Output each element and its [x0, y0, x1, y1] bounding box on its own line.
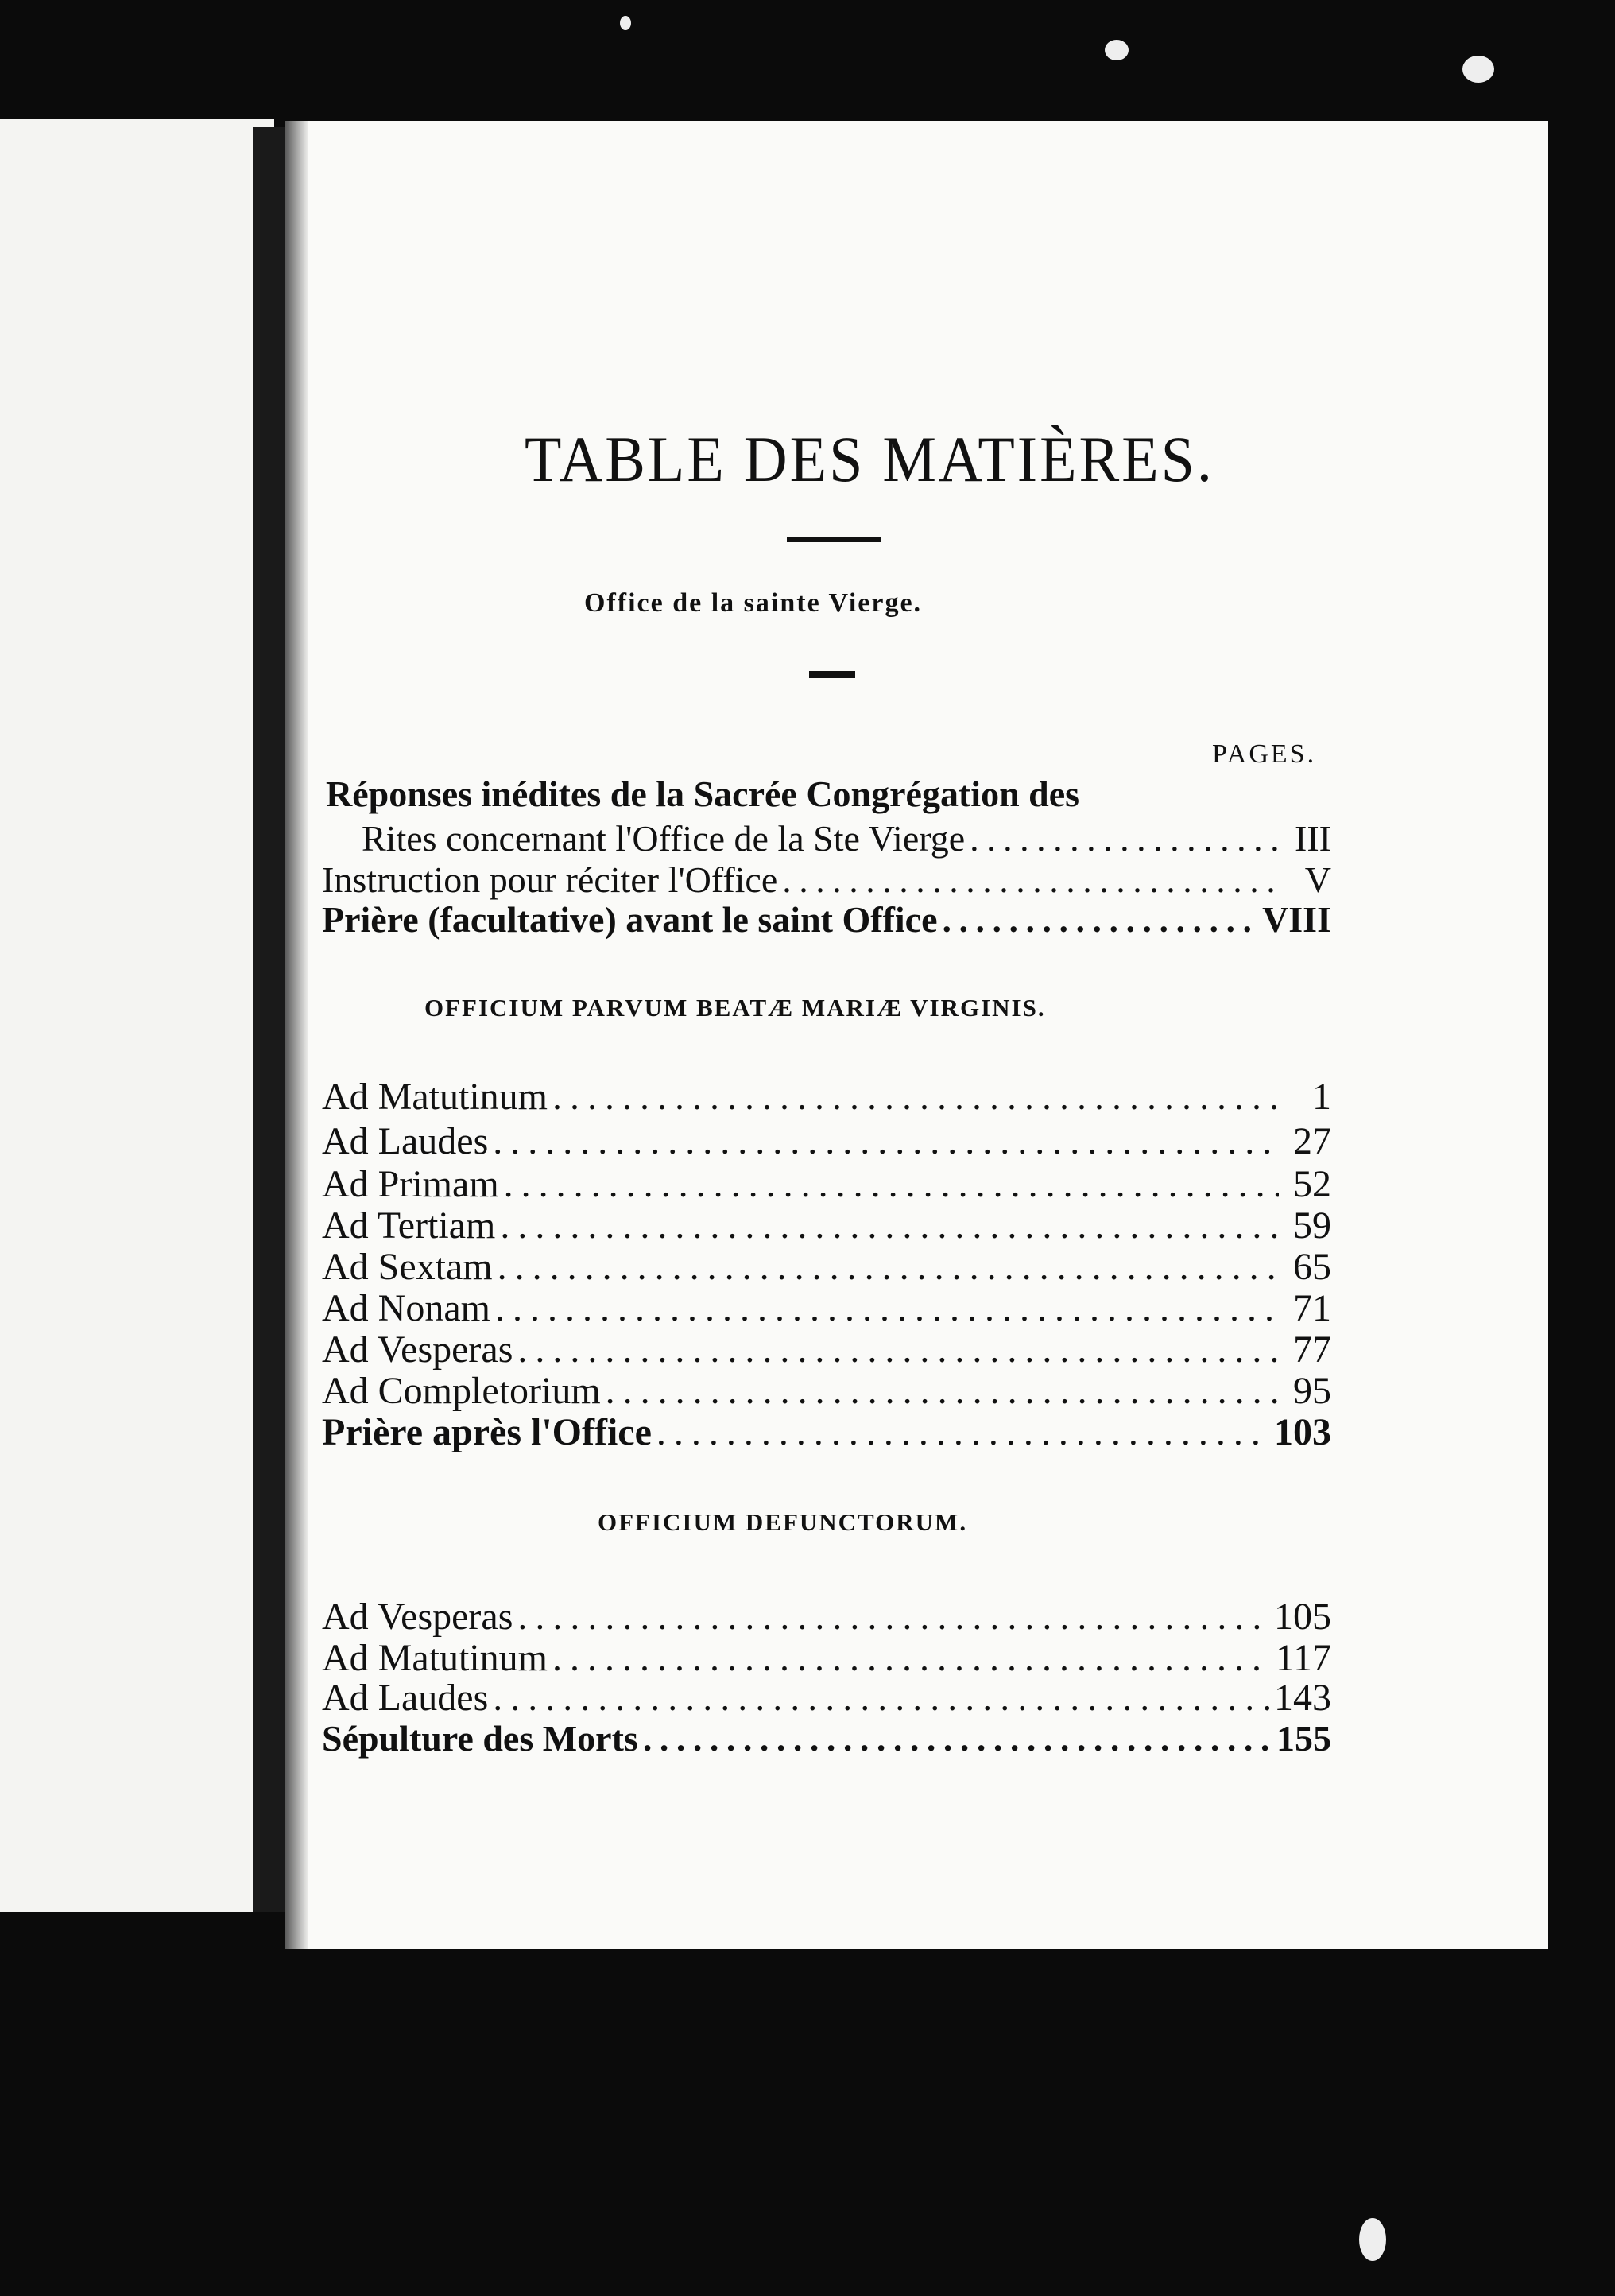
toc-entry [322, 1204, 1331, 1247]
section-rule [809, 671, 855, 678]
toc-entry-label: Ad Sextam [322, 1246, 493, 1288]
toc-entry-page: 105 [1274, 1596, 1331, 1638]
toc-entry [322, 1245, 1331, 1289]
toc-entry-page: 155 [1276, 1718, 1331, 1759]
toc-entry-page: 52 [1293, 1163, 1331, 1205]
toc-entry [322, 1328, 1331, 1371]
toc-entry-label: Ad Vesperas [322, 1328, 513, 1371]
toc-entry [322, 898, 1331, 941]
leader-dots [970, 817, 1279, 859]
scan-speck [1462, 56, 1494, 83]
toc-entry-label: Ad Nonam [322, 1287, 490, 1329]
toc-entry [322, 1369, 1331, 1413]
office-heading: Office de la sainte Vierge. [584, 588, 923, 618]
toc-entry-page: 65 [1293, 1246, 1331, 1288]
leader-dots [643, 1717, 1272, 1759]
leader-dots [943, 898, 1258, 941]
toc-entry [322, 1410, 1331, 1454]
toc-entry [322, 1286, 1331, 1330]
gutter-shadow [285, 121, 308, 1949]
toc-entry [322, 1676, 1331, 1720]
toc-entry-page: 143 [1274, 1677, 1331, 1719]
toc-entry-label: Ad Vesperas [322, 1596, 513, 1638]
toc-entry [322, 1717, 1331, 1759]
toc-entry [362, 817, 1331, 859]
leader-dots [493, 1676, 1269, 1720]
toc-entry-label: Rites concernant l'Office de la Ste Vierge [362, 818, 966, 859]
leader-dots [493, 1119, 1279, 1163]
front-matter-entry-1-line1: Réponses inédites de la Sacrée Congrégation des [326, 774, 1080, 814]
defunctorum-heading: OFFICIUM DEFUNCTORUM. [598, 1508, 968, 1536]
toc-entry-label: Ad Tertiam [322, 1204, 496, 1247]
leader-dots [656, 1410, 1269, 1454]
toc-entry-label: Ad Laudes [322, 1677, 489, 1719]
parvum-heading: OFFICIUM PARVUM BEATÆ MARIÆ VIRGINIS. [424, 994, 1046, 1022]
toc-entry-label: Ad Primam [322, 1163, 499, 1205]
leader-dots [517, 1595, 1269, 1639]
toc-entry [322, 1075, 1331, 1119]
toc-entry-label: Ad Matutinum [322, 1637, 548, 1679]
binding-edge [253, 127, 285, 1912]
title-rule [787, 537, 881, 542]
toc-entry-page: 77 [1293, 1328, 1331, 1371]
toc-entry-page: V [1304, 859, 1331, 900]
leader-dots [552, 1636, 1271, 1680]
toc-entry [322, 859, 1331, 901]
scan-speck [620, 16, 631, 30]
toc-entry-label: Ad Matutinum [322, 1076, 548, 1118]
toc-entry-label: Prière (facultative) avant le saint Office [322, 899, 938, 940]
toc-entry-page: 1 [1312, 1076, 1331, 1118]
toc-entry-page: III [1295, 818, 1331, 859]
toc-entry-label: Instruction pour réciter l'Office [322, 859, 778, 900]
toc-entry-page: VIII [1262, 899, 1331, 940]
scan-speck [1359, 2218, 1386, 2261]
toc-entry [322, 1636, 1331, 1680]
leader-dots [498, 1245, 1279, 1289]
leader-dots [500, 1204, 1279, 1247]
scan-speck [1105, 40, 1129, 60]
leader-dots [552, 1075, 1279, 1119]
toc-entry-page: 59 [1293, 1204, 1331, 1247]
toc-entry-label: Prière après l'Office [322, 1411, 652, 1453]
leader-dots [504, 1162, 1279, 1206]
leader-dots [495, 1286, 1279, 1330]
pages-column-label: PAGES. [1212, 739, 1317, 769]
toc-entry-page: 103 [1274, 1411, 1331, 1453]
toc-entry-page: 117 [1275, 1637, 1331, 1679]
toc-entry-label: Ad Laudes [322, 1120, 489, 1162]
leader-dots [606, 1369, 1279, 1413]
leader-dots [517, 1328, 1279, 1371]
toc-entry-label: Sépulture des Morts [322, 1718, 638, 1759]
toc-entry [322, 1595, 1331, 1639]
toc-entry-page: 71 [1293, 1287, 1331, 1329]
leader-dots [782, 859, 1279, 901]
page-title: TABLE DES MATIÈRES. [525, 423, 1214, 496]
toc-entry-label: Ad Completorium [322, 1370, 601, 1412]
toc-entry-page: 95 [1293, 1370, 1331, 1412]
toc-entry [322, 1119, 1331, 1163]
toc-entry-page: 27 [1293, 1120, 1331, 1162]
facing-page [0, 119, 274, 1912]
toc-entry [322, 1162, 1331, 1206]
